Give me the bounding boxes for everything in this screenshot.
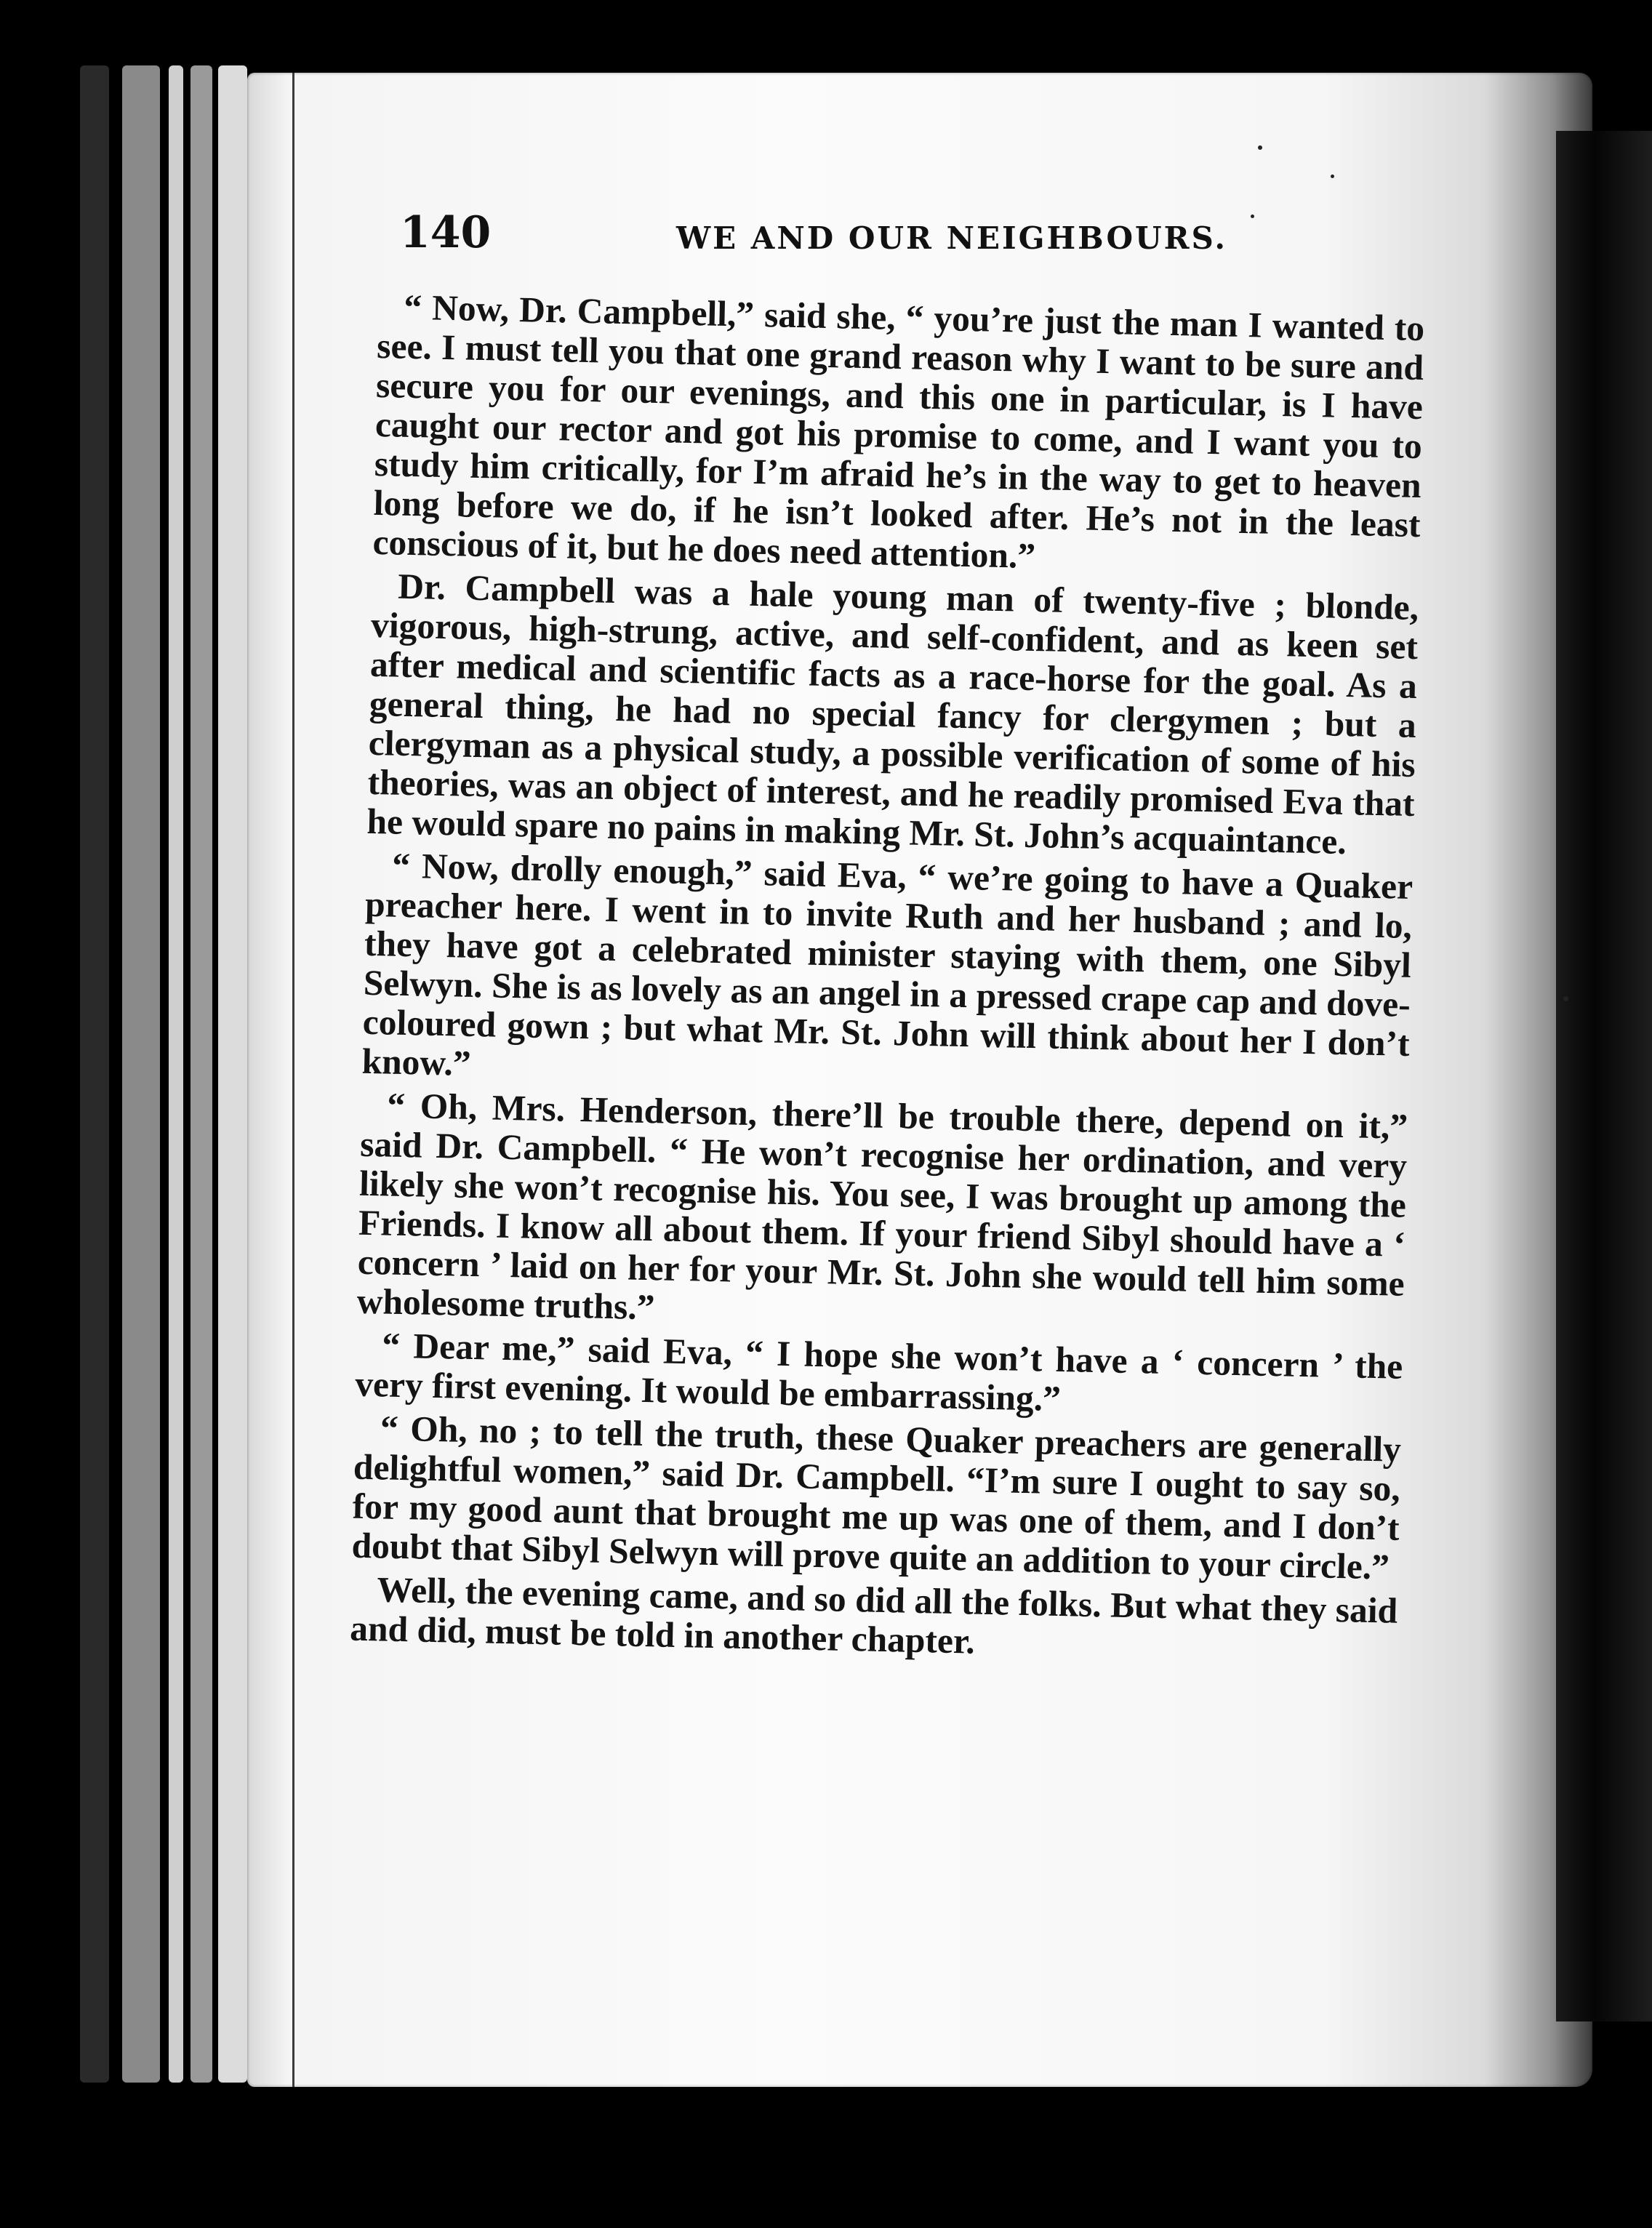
- book-edge-dark: [80, 65, 109, 2083]
- paragraph-1: “ Now, Dr. Campbell,” said she, “ you’re just the man I wanted to see. I must tell you that one grand reason why I want to be sure and secure you for our evenings, and this one in particular, is I have caught our rector and got his promise to come, and I want you to study him critically, for I’m afraid he’s in the way to get to heaven long before we do, if he isn’t looked after. He’s not in the least conscious of it, but he does need attention.”: [372, 286, 1425, 577]
- scan-speck: [1331, 175, 1334, 178]
- body-text: [350, 287, 1425, 1675]
- page-number: 140: [400, 207, 492, 258]
- page-edge-line: [292, 73, 294, 2087]
- running-title: WE AND OUR NEIGHBOURS.: [676, 220, 1228, 256]
- scan-speck: [1563, 996, 1568, 1001]
- paragraph-3: “ Now, drolly enough,” said Eva, “ we’re going to have a Quaker preacher here. I went in to invite Ruth and her husband ; and lo, they have got a celebrated minister staying with them, one Sibyl Selwyn. She is as lovely as an angel in a pressed crape cap and dove-coloured gown ; but what Mr. St. John will think about her I don’t know.”: [361, 845, 1414, 1083]
- book-edge-shadow: [191, 65, 212, 2083]
- page-header: [400, 207, 1469, 265]
- book-edge-light: [169, 65, 183, 2083]
- paragraph-5: “ Dear me,” said Eva, “ I hope she won’t have a ‘ concern ’ the very first evening. It would be embarrassing.”: [354, 1325, 1403, 1419]
- scan-speck: [1258, 145, 1262, 150]
- paragraph-2: Dr. Campbell was a hale young man of twenty-five ; blonde, vigorous, high-strung, active, and self-confident, and as keen set after medical and scientific facts as a race-horse for the goal. As a general thing, he had no special fancy for clergymen ; but a clergyman as a physical study, a possible verification of some of his theories, was an object of interest, and he readily promised Eva that he would spare no pains in making Mr. St. John’s acquaintance.: [366, 566, 1419, 862]
- book-edge-mid: [122, 65, 160, 2083]
- paragraph-7: Well, the evening came, and so did all the folks. But what they said and did, must be told in another chapter.: [349, 1569, 1398, 1662]
- paragraph-6: “ Oh, no ; to tell the truth, these Quaker preachers are generally delightful women,” said Dr. Campbell. “I’m sure I ought to say so, for my good aunt that brought me up was one of them, and I don’t doubt that Sibyl Selwyn will prove quite an addition to your circle.”: [351, 1408, 1402, 1587]
- paragraph-4: “ Oh, Mrs. Henderson, there’ll be trouble there, depend on it,” said Dr. Campbell. “ He won’t recognise her ordination, and very likely she won’t recognise his. You see, I was brought up among the Friends. I know all about them. If your friend Sibyl should have a ‘ concern ’ laid on her for your Mr. St. John she would tell him some wholesome truths.”: [356, 1085, 1408, 1328]
- book-edge-page: [218, 65, 247, 2083]
- scan-speck: [1251, 215, 1254, 218]
- book-binding-shadow: [1556, 131, 1652, 2021]
